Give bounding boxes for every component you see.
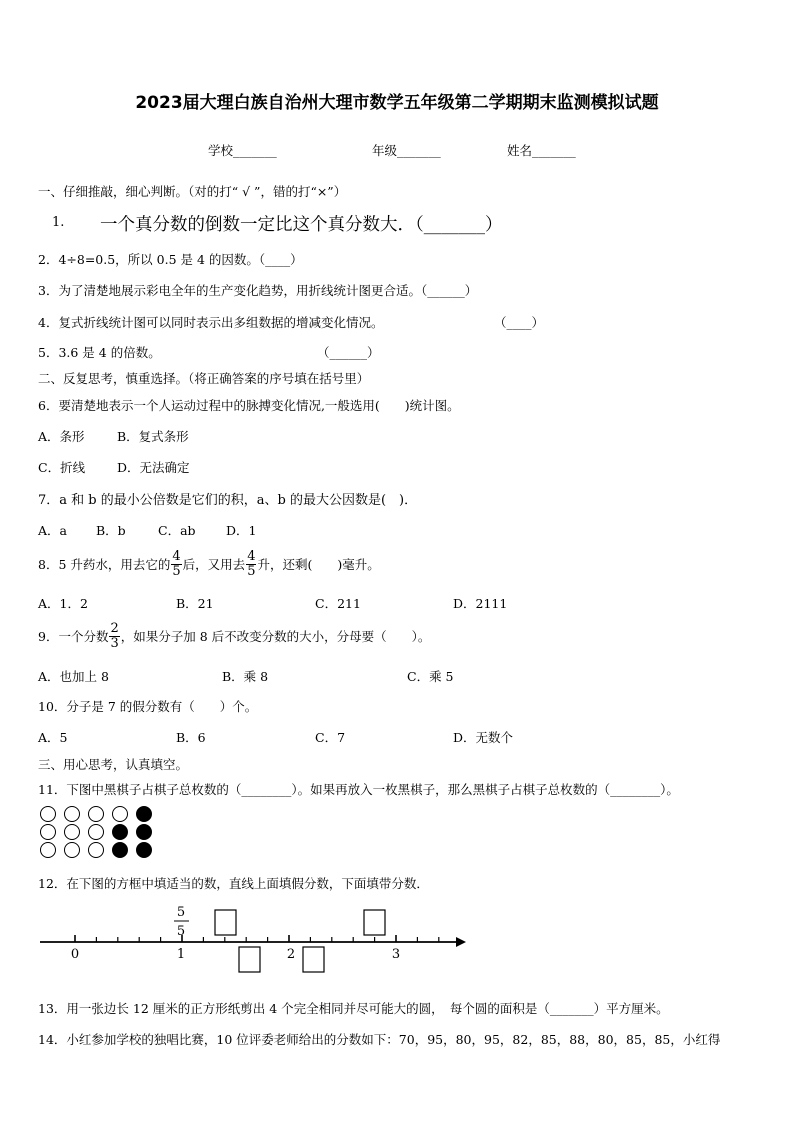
white-chess-piece: [41, 843, 56, 858]
answer-box-below-2[interactable]: [303, 947, 324, 972]
q9-text: [38, 618, 430, 654]
white-chess-piece: [113, 807, 128, 822]
q9-fraction: [109, 622, 119, 650]
q6-text: 6．要清楚地表示一个人运动过程中的脉搏变化情况,一般选用( )统计图。: [38, 398, 460, 413]
school-field[interactable]: 学校_______: [208, 143, 277, 158]
answer-box-above-2[interactable]: [364, 910, 385, 935]
white-chess-piece: [65, 807, 80, 822]
q8-option-d[interactable]: D．2111: [453, 596, 508, 611]
white-chess-piece: [41, 825, 56, 840]
q1-number: 1.: [52, 215, 65, 230]
q2-text: 2．4÷8=0.5，所以 0.5 是 4 的因数。（____）: [38, 252, 303, 267]
black-chess-piece: [113, 843, 128, 858]
q3-text: 3．为了清楚地展示彩电全年的生产变化趋势，用折线统计图更合适。（______）: [38, 283, 478, 298]
black-chess-piece: [137, 825, 152, 840]
tick-label-3: 3: [391, 947, 401, 962]
q10-option-a[interactable]: A．5: [38, 730, 68, 745]
q11-chess-grid: [38, 804, 158, 864]
tick-label-2: 2: [286, 947, 296, 962]
section2-header: 二、反复思考，慎重选择。（将正确答案的序号填在括号里）: [38, 371, 370, 386]
tick-label-1: 1: [176, 947, 186, 962]
section1-header: 一、仔细推敲，细心判断。（对的打“ √ ”，错的打“×”）: [38, 184, 347, 199]
q11-text: 11．下图中黑棋子占棋子总枚数的（________）。如果再放入一枚黑棋子，那么黑棋子占棋子总枚数的（________）。: [38, 782, 679, 797]
q12-number-line: [38, 900, 468, 976]
q8-text: [38, 546, 380, 582]
q1-text: 一个真分数的倒数一定比这个真分数大．（_______）: [100, 215, 503, 235]
q8-fraction-2: [246, 550, 256, 578]
q5-blank[interactable]: （______）: [317, 345, 380, 360]
q8-part1: 8．5 升药水，用去它的: [38, 557, 171, 572]
q7-option-a[interactable]: A．a: [38, 523, 67, 538]
q7-text: 7．a 和 b 的最小公倍数是它们的积，a、b 的最大公因数是( )．: [38, 493, 418, 508]
white-chess-piece: [41, 807, 56, 822]
q13-text: 13．用一张边长 12 厘米的正方形纸剪出 4 个完全相同并尽可能大的圆， 每个圆的面积是（_______）平方厘米。: [38, 1001, 669, 1016]
black-chess-piece: [113, 825, 128, 840]
q9-part1: 9．一个分数: [38, 629, 109, 644]
q8-fraction-2-numerator: 4: [247, 548, 256, 564]
q7-option-b[interactable]: B．b: [96, 523, 126, 538]
q9-option-b[interactable]: B．乘 8: [222, 669, 269, 684]
q8-fraction-1: [171, 550, 181, 578]
white-chess-piece: [89, 843, 104, 858]
q8-fraction-1-denominator: 5: [172, 563, 181, 579]
q5-text: 5．3.6 是 4 的倍数。: [38, 345, 161, 360]
q8-option-b[interactable]: B．21: [176, 596, 214, 611]
answer-box-above-1[interactable]: [215, 910, 236, 935]
q6-option-b[interactable]: B．复式条形: [117, 429, 189, 444]
white-chess-piece: [65, 843, 80, 858]
q12-fraction-denominator: 5: [176, 924, 186, 939]
page-title: 2023届大理白族自治州大理市数学五年级第二学期期末监测模拟试题: [135, 93, 659, 113]
q9-fraction-numerator: 2: [110, 620, 119, 636]
q14-text: 14．小红参加学校的独唱比赛，10 位评委老师给出的分数如下：70，95，80，95，82，85，88，80，85，85，小红得: [38, 1032, 721, 1047]
q10-option-c[interactable]: C．7: [315, 730, 346, 745]
q9-option-c[interactable]: C．乘 5: [407, 669, 454, 684]
q10-option-b[interactable]: B．6: [176, 730, 206, 745]
name-field[interactable]: 姓名_______: [507, 143, 576, 158]
q9-part2: ，如果分子加 8 后不改变分数的大小，分母要（ ）。: [120, 629, 431, 644]
black-chess-piece: [137, 807, 152, 822]
q6-option-d[interactable]: D．无法确定: [117, 460, 190, 475]
number-line-arrow-icon: [456, 937, 466, 947]
q6-option-a[interactable]: A．条形: [38, 429, 85, 444]
q8-fraction-2-denominator: 5: [247, 563, 256, 579]
q10-option-d[interactable]: D．无数个: [453, 730, 514, 745]
q6-option-c[interactable]: C．折线: [38, 460, 86, 475]
q9-fraction-denominator: 3: [110, 635, 119, 651]
q12-text: 12．在下图的方框中填适当的数，直线上面填假分数，下面填带分数．: [38, 876, 429, 891]
q10-text: 10．分子是 7 的假分数有（ ）个。: [38, 699, 258, 714]
answer-box-below-1[interactable]: [239, 947, 260, 972]
q7-option-d[interactable]: D．1: [226, 523, 257, 538]
q8-fraction-1-numerator: 4: [172, 548, 181, 564]
q7-option-c[interactable]: C．ab: [158, 523, 196, 538]
black-chess-piece: [137, 843, 152, 858]
q8-option-c[interactable]: C．211: [315, 596, 361, 611]
white-chess-piece: [89, 825, 104, 840]
q12-fraction-numerator: 5: [176, 905, 186, 920]
tick-label-0: 0: [70, 947, 80, 962]
q9-option-a[interactable]: A．也加上 8: [38, 669, 109, 684]
q4-blank[interactable]: （____）: [494, 315, 545, 330]
white-chess-piece: [89, 807, 104, 822]
section3-header: 三、用心思考，认真填空。: [38, 757, 189, 772]
q8-part3: 升，还剩( )毫升。: [257, 557, 380, 572]
q8-part2: 后，又用去: [182, 557, 246, 572]
white-chess-piece: [65, 825, 80, 840]
q8-option-a[interactable]: A．1．2: [38, 596, 88, 611]
q4-text: 4．复式折线统计图可以同时表示出多组数据的增减变化情况。: [38, 315, 384, 330]
grade-field[interactable]: 年级_______: [372, 143, 441, 158]
